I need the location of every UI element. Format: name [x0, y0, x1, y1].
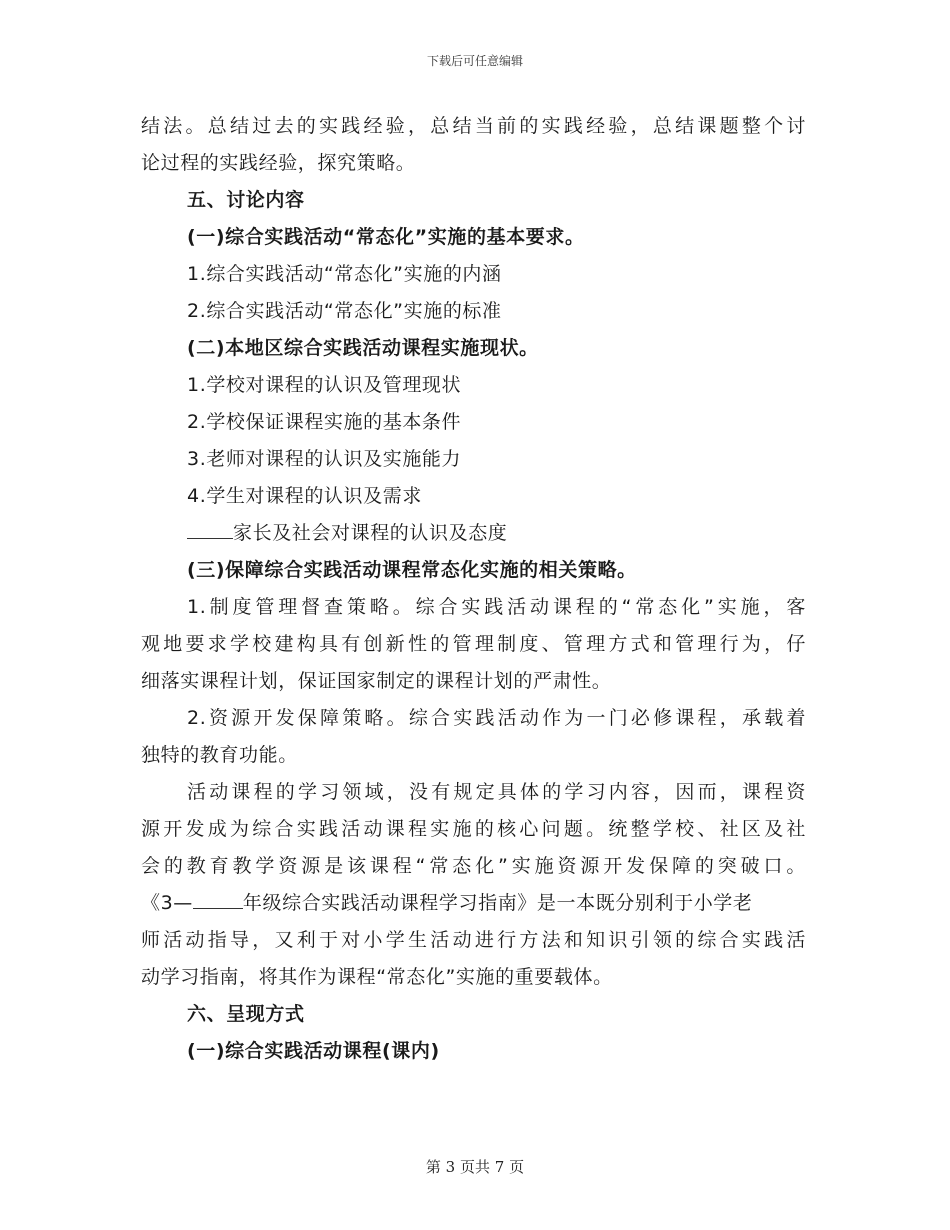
- text-span: 《3—: [141, 892, 193, 914]
- paragraph-line: 1.制度管理督查策略。综合实践活动课程的“常态化”实施，客: [187, 596, 806, 618]
- section-heading: 五、讨论内容: [187, 189, 305, 211]
- paragraph-line: 活动课程的学习领域，没有规定具体的学习内容，因而，课程资: [187, 781, 806, 803]
- paragraph-line: 2.资源开发保障策略。综合实践活动作为一门必修课程，承载着: [187, 707, 806, 729]
- paragraph-line: 独特的教育功能。: [141, 744, 298, 766]
- list-item: 4.学生对课程的认识及需求: [187, 485, 422, 507]
- subsection-heading: (二)本地区综合实践活动课程实施现状。: [187, 337, 539, 359]
- list-item: 2.学校保证课程实施的基本条件: [187, 411, 462, 433]
- paragraph-line: 动学习指南，将其作为课程“常态化”实施的重要载体。: [141, 966, 613, 988]
- paragraph-line: 源开发成为综合实践活动课程实施的核心问题。统整学校、社区及社: [141, 818, 806, 840]
- list-item: 1.综合实践活动“常态化”实施的内涵: [187, 263, 502, 285]
- paragraph-line: 会的教育教学资源是该课程“常态化”实施资源开发保障的突破口。: [141, 855, 806, 877]
- paragraph-line: 结法。总结过去的实践经验，总结当前的实践经验，总结课题整个讨: [141, 115, 806, 137]
- list-item: 3.老师对课程的认识及实施能力: [187, 448, 462, 470]
- list-item: [141, 515, 806, 552]
- paragraph-line: [141, 885, 806, 922]
- blank-underline: [193, 890, 243, 909]
- document-body: [141, 108, 806, 1070]
- blank-underline: [187, 520, 233, 539]
- list-item: 2.综合实践活动“常态化”实施的标准: [187, 300, 502, 322]
- subsection-heading: (三)保障综合实践活动课程常态化实施的相关策略。: [187, 559, 637, 581]
- paragraph-line: 观地要求学校建构具有创新性的管理制度、管理方式和管理行为，仔: [141, 633, 806, 655]
- header-note: 下载后可任意编辑: [426, 54, 523, 68]
- subsection-heading: (一)综合实践活动课程(课内): [187, 1040, 440, 1062]
- paragraph-line: 细落实课程计划，保证国家制定的课程计划的严肃性。: [141, 670, 612, 692]
- paragraph-line: 论过程的实践经验，探究策略。: [141, 152, 416, 174]
- text-span: 年级综合实践活动课程学习指南》是一本既分别利于小学老: [242, 892, 753, 914]
- list-item-text: 家长及社会对课程的认识及态度: [233, 522, 508, 544]
- paragraph-line: 师活动指导，又利于对小学生活动进行方法和知识引领的综合实践活: [141, 929, 806, 951]
- page-number: 第 3 页共 7 页: [425, 1158, 525, 1176]
- subsection-heading: (一)综合实践活动“常态化”实施的基本要求。: [187, 226, 585, 248]
- list-item: 1.学校对课程的认识及管理现状: [187, 374, 462, 396]
- section-heading: 六、呈现方式: [187, 1003, 305, 1025]
